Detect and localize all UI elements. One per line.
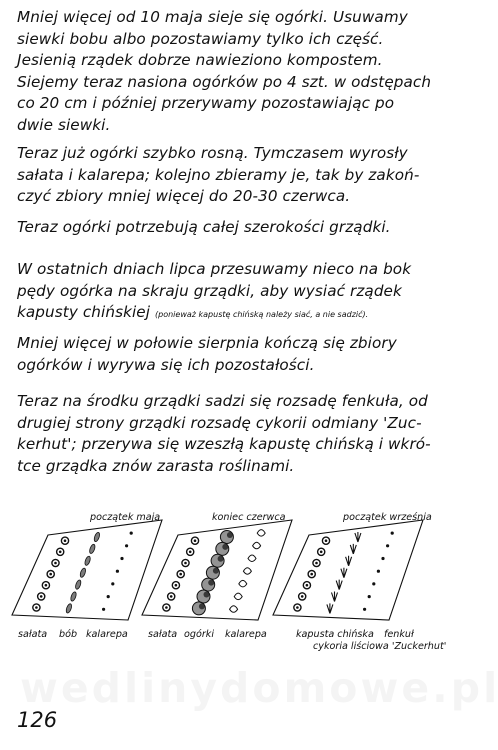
text-line: Teraz już ogórki szybko rosną. Tymczasem wyrosły bbox=[17, 144, 408, 162]
bean-plant bbox=[84, 556, 91, 567]
fennel-plant bbox=[327, 603, 333, 613]
paragraph-1 bbox=[17, 7, 487, 137]
cucumber-leaf bbox=[222, 544, 228, 550]
cucumber-leaf bbox=[208, 580, 214, 586]
crop-label: kapusta chińska bbox=[296, 629, 374, 640]
crop-label: sałata bbox=[18, 629, 48, 640]
lettuce-plant-center bbox=[165, 606, 168, 609]
bean-plant bbox=[74, 579, 81, 590]
fennel-plant bbox=[336, 580, 342, 590]
parenthetical-note: (ponieważ kapustę chińską należy siać, a nie sadzić). bbox=[155, 310, 369, 320]
lettuce-plant-center bbox=[64, 539, 67, 542]
seedling bbox=[377, 570, 380, 573]
lettuce-plant-center bbox=[175, 584, 178, 587]
bean-plant bbox=[93, 532, 100, 543]
crop-label: cykoria liściowa 'Zuckerhut' bbox=[313, 641, 447, 652]
garden-bed-diagram bbox=[0, 505, 498, 660]
crop-label: sałata bbox=[148, 629, 178, 640]
panel-3-title: początek września bbox=[343, 512, 432, 523]
panel-2-title: koniec czerwca bbox=[212, 512, 286, 523]
crop-label: fenkuł bbox=[384, 629, 414, 640]
fennel-plant bbox=[350, 544, 356, 554]
lettuce-plant-center bbox=[49, 573, 52, 576]
seedling bbox=[125, 544, 128, 547]
text-line: sałata i kalarepa; kolejno zbieramy je, tak by zakoń- bbox=[17, 165, 420, 184]
text-line: Jesienią rządek dobrze nawieziono kompostem. bbox=[17, 51, 383, 70]
text-line: Siejemy teraz nasiona ogórków po 4 szt. w odstępach bbox=[17, 72, 432, 91]
seedling bbox=[363, 608, 366, 611]
lettuce-plant-center bbox=[306, 584, 309, 587]
text-line: co 20 cm i później przerywamy pozostawiając po bbox=[17, 94, 395, 113]
text-line: drugiej strony grządki rozsadę cykorii odmiany 'Zuc- bbox=[17, 413, 422, 432]
kohlrabi-leaf bbox=[234, 593, 242, 600]
kohlrabi-leaf bbox=[243, 568, 251, 575]
fennel-plant bbox=[332, 592, 338, 602]
lettuce-plant-center bbox=[170, 595, 173, 598]
text-line: ogórków i wyrywa się ich pozostałości. bbox=[17, 355, 315, 374]
lettuce-plant-center bbox=[325, 539, 328, 542]
text-line: dwie siewki. bbox=[17, 115, 111, 134]
text-line: W ostatnich dniach lipca przesuwamy nieco na bok bbox=[17, 260, 412, 278]
lettuce-plant-center bbox=[184, 562, 187, 565]
fennel-plant bbox=[346, 556, 352, 566]
kohlrabi-leaf bbox=[257, 530, 265, 537]
seedling bbox=[102, 608, 105, 611]
fennel-plant bbox=[341, 568, 347, 578]
seedling bbox=[111, 582, 114, 585]
lettuce-plant-center bbox=[45, 584, 48, 587]
cucumber-leaf bbox=[227, 532, 233, 538]
crop-label: bób bbox=[59, 629, 78, 640]
lettuce-plant-center bbox=[179, 573, 182, 576]
seedling bbox=[116, 570, 119, 573]
kohlrabi-leaf bbox=[253, 542, 261, 549]
seedling bbox=[386, 544, 389, 547]
seedling bbox=[381, 557, 384, 560]
paragraph-3 bbox=[17, 217, 487, 239]
bean-plant bbox=[65, 603, 72, 614]
panel-1-title: początek maja bbox=[90, 512, 161, 523]
seedling bbox=[120, 557, 123, 560]
lettuce-plant-center bbox=[40, 595, 43, 598]
watermark bbox=[20, 664, 498, 712]
bean-plant bbox=[89, 544, 96, 555]
lettuce-plant-center bbox=[189, 551, 192, 554]
cucumber-leaf bbox=[199, 603, 205, 609]
text-line: Teraz ogórki potrzebują całej szerokości grządki. bbox=[17, 218, 391, 236]
text-line: pędy ogórka na skraju grządki, aby wysiać rządek bbox=[17, 281, 402, 300]
seedling bbox=[130, 532, 133, 535]
lettuce-plant-center bbox=[320, 551, 323, 554]
lettuce-plant-center bbox=[315, 562, 318, 565]
seedling bbox=[368, 595, 371, 598]
crop-label: kalarepa bbox=[225, 629, 267, 640]
text-line: czyć zbiory mniej więcej do 20-30 czerwca. bbox=[17, 187, 351, 206]
lettuce-plant-center bbox=[310, 573, 313, 576]
text-line: Mniej więcej w połowie sierpnia kończą się zbiory bbox=[17, 334, 397, 352]
seedling bbox=[391, 532, 394, 535]
lettuce-plant-center bbox=[35, 606, 38, 609]
bean-plant bbox=[70, 591, 77, 602]
seedling bbox=[107, 595, 110, 598]
text-line: kapusty chińskiej bbox=[17, 303, 151, 322]
lettuce-plant-center bbox=[54, 562, 57, 565]
crop-label: ogórki bbox=[184, 629, 214, 640]
bean-plant bbox=[79, 567, 86, 578]
text-line: tce grządka znów zarasta roślinami. bbox=[17, 456, 295, 475]
paragraph-4 bbox=[17, 259, 487, 326]
lettuce-plant-center bbox=[301, 595, 304, 598]
lettuce-plant-center bbox=[296, 606, 299, 609]
cucumber-leaf bbox=[213, 568, 219, 574]
kohlrabi-leaf bbox=[248, 555, 256, 562]
paragraph-5 bbox=[17, 333, 487, 376]
cucumber-leaf bbox=[218, 556, 224, 562]
seedling bbox=[372, 582, 375, 585]
kohlrabi-leaf bbox=[239, 580, 247, 587]
text-line: kerhut'; przerywa się wzeszłą kapustę chińską i wkró- bbox=[17, 435, 431, 454]
text-line: Mniej więcej od 10 maja sieje się ogórki. Usuwamy bbox=[17, 8, 408, 26]
paragraph-2 bbox=[17, 143, 487, 208]
text-line: siewki bobu albo pozostawiamy tylko ich część. bbox=[17, 29, 384, 48]
fennel-plant bbox=[355, 532, 361, 542]
lettuce-plant-center bbox=[59, 551, 62, 554]
paragraph-6 bbox=[17, 391, 487, 477]
cucumber-leaf bbox=[204, 592, 210, 598]
kohlrabi-leaf bbox=[230, 606, 238, 613]
lettuce-plant-center bbox=[194, 539, 197, 542]
text-line: Teraz na środku grządki sadzi się rozsadę fenkuła, od bbox=[17, 392, 428, 410]
page-number: 126 bbox=[17, 708, 58, 732]
crop-label: kalarepa bbox=[86, 629, 128, 640]
